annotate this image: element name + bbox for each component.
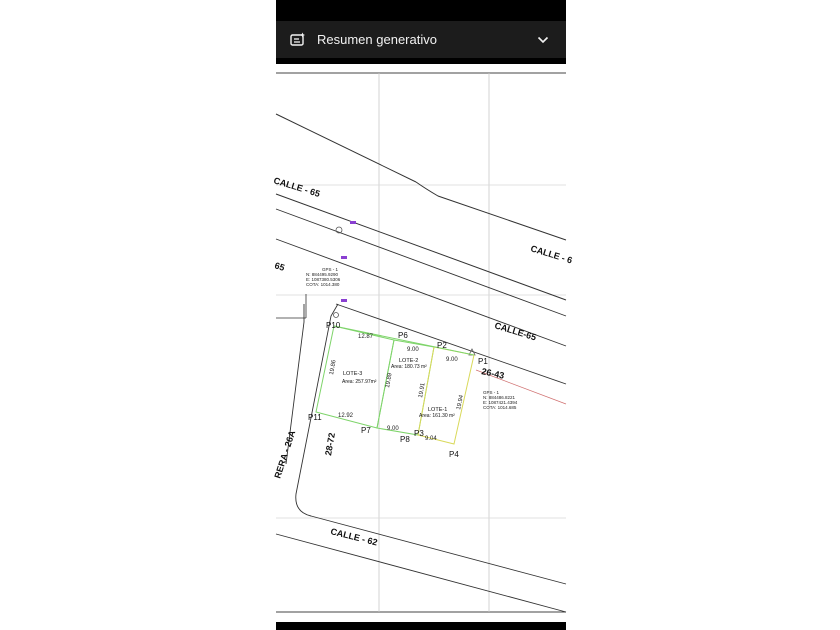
gps-block-right (483, 390, 518, 410)
street-curve (416, 182, 566, 240)
street-label-calle-65-lower: CALLE-65 (493, 320, 538, 343)
dimension-label: 19.86 (329, 359, 338, 376)
survey-marker (341, 256, 347, 259)
gps-left-line: GPS - 1 (322, 267, 339, 272)
street-label-calle-62: CALLE - 62 (329, 526, 379, 548)
street-label-carrera-26a: RERA - 26A (272, 429, 298, 480)
survey-marker (341, 299, 347, 302)
lot-1-name: LOTE-1 (428, 407, 448, 413)
dimension-label: 9.00 (387, 426, 399, 432)
street-label-calle-65: CALLE - 65 (272, 175, 322, 199)
point-label-p1: P1 (478, 357, 488, 366)
house-number-26-43: 26-43 (480, 366, 506, 381)
dimension-label: 9.00 (407, 347, 419, 353)
lot-3-boundary (316, 326, 394, 428)
point-label-p3: P3 (414, 429, 424, 438)
gps-left-line: N: 884495.9290 (306, 272, 339, 277)
lot-3-area: Area: 257.97m² (342, 379, 377, 385)
gps-right-line: COTA: 1014.685 (483, 405, 517, 410)
house-number-28-72: 28-72 (323, 431, 337, 457)
dimension-label: 12.92 (338, 413, 354, 419)
gps-right-line: GPS - 1 (483, 390, 500, 395)
dimension-label: 19.91 (418, 382, 427, 399)
dimension-label: 12.87 (358, 334, 374, 340)
dimension-label: 9.04 (425, 436, 437, 442)
point-label-p10: P10 (326, 321, 341, 330)
chevron-down-icon[interactable] (536, 33, 550, 47)
generative-summary-bar[interactable] (276, 21, 566, 58)
dimension-label: 9.00 (446, 357, 458, 363)
phone-screen (272, 0, 574, 630)
lot-1-area: Area: 161.30 m² (419, 413, 455, 419)
street-label-calle-6: CALLE - 6 (529, 243, 574, 266)
ai-summary-icon (289, 31, 307, 49)
street-line (276, 114, 416, 182)
dimension-label: 19.89 (385, 372, 394, 389)
street-label-65: 65 (273, 260, 286, 273)
lot-2-area: Area: 180.73 m² (391, 364, 427, 370)
point-label-p4: P4 (449, 450, 459, 459)
point-label-p6: P6 (398, 331, 408, 340)
point-label-p7: P7 (361, 426, 371, 435)
bottom-bar (276, 622, 566, 630)
survey-marker (350, 221, 356, 224)
street-line (336, 304, 566, 384)
gps-right-line: N: 884486.8221 (483, 395, 516, 400)
point-label-p11: P11 (308, 413, 322, 422)
dimension-label: 19.94 (456, 394, 466, 411)
gps-right-line: E: 1087421.4394 (483, 400, 518, 405)
lot-2-name: LOTE-2 (399, 358, 419, 364)
summary-title: Resumen generativo (317, 32, 437, 47)
point-label-p8: P8 (400, 435, 410, 444)
site-plan-drawing (272, 64, 574, 622)
gps-left-line: E: 1087380.5306 (306, 277, 341, 282)
gps-left-line: COTA: 1014.380 (306, 282, 340, 287)
survey-point-icon (334, 313, 339, 318)
lot-3-name: LOTE-3 (343, 371, 363, 377)
gps-block-left (306, 267, 341, 287)
point-label-p2: P2 (437, 341, 447, 350)
